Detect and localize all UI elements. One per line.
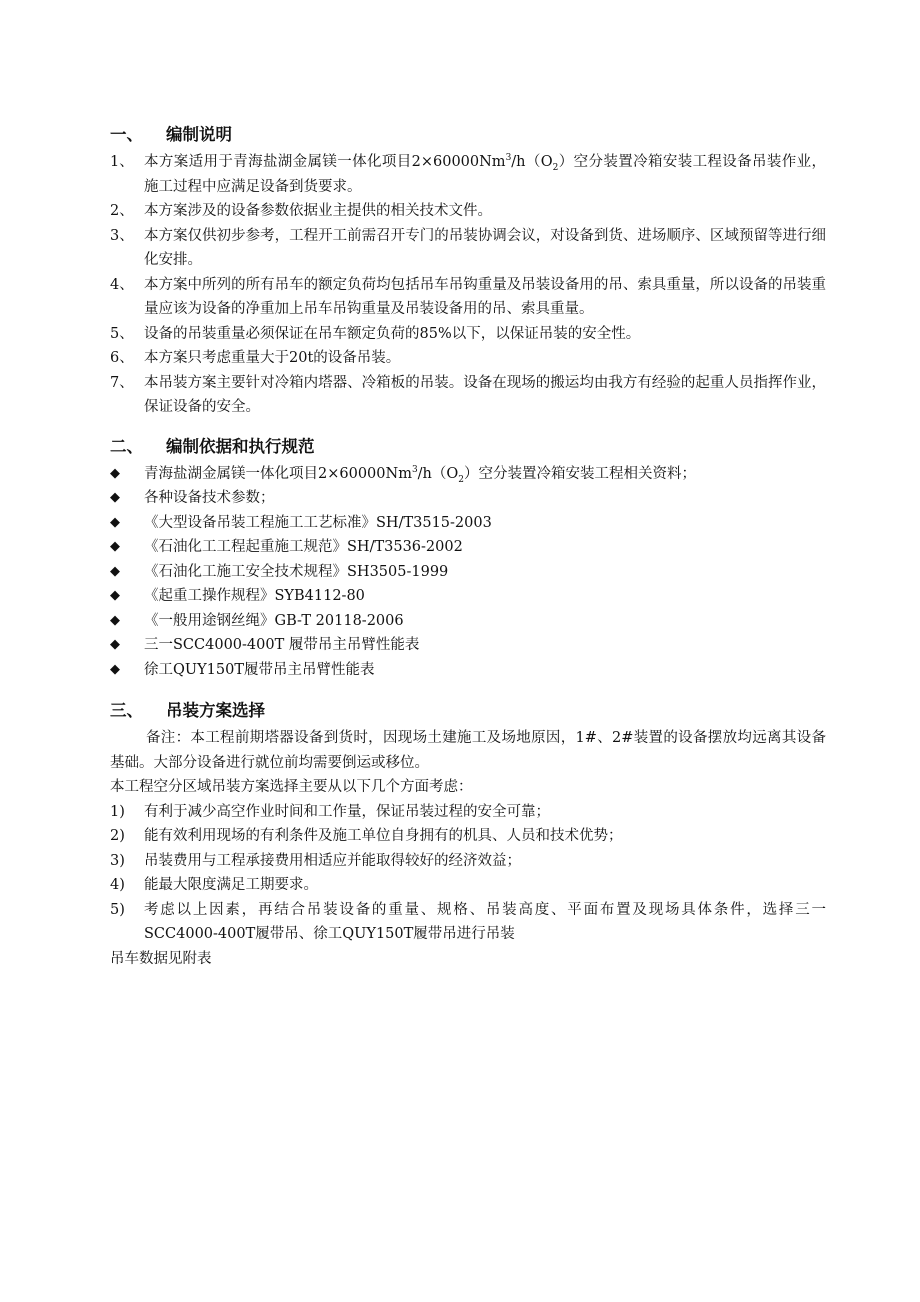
diamond-bullet-icon: ◆ (110, 588, 120, 603)
bullet-item: ◆ 三一SCC4000-400T 履带吊主吊臂性能表 (110, 633, 826, 658)
diamond-bullet-icon: ◆ (110, 514, 120, 530)
bullet-item: ◆ 徐工QUY150T履带吊主吊臂性能表 (110, 658, 826, 683)
diamond-bullet-icon: ◆ (110, 637, 120, 652)
list-item: 5) 考虑以上因素，再结合吊装设备的重量、规格、吊装高度、平面布置及现场具体条件，选择三一SCC4000-400T履带吊、徐工QUY150T履带吊进行吊装 (110, 901, 826, 942)
list-item: 3) 吊装费用与工程承接费用相适应并能取得较好的经济效益； (110, 852, 521, 869)
note-paragraph: 备注：本工程前期塔器设备到货时，因现场土建施工及场地原因，1#、2#装置的设备摆放均远离其设备基础。大部分设备进行就位前均需要倒运或移位。 (110, 730, 826, 771)
diamond-bullet-icon: ◆ (110, 490, 120, 505)
bullet-item: ◆ 《一般用途钢丝绳》GB-T 20118-2006 (110, 609, 826, 634)
diamond-bullet-icon: ◆ (110, 612, 120, 628)
section-number: 二、 (110, 436, 143, 456)
list-item: 7、 本吊装方案主要针对冷箱内塔器、冷箱板的吊装。设备在现场的搬运均由我方有经验的起重人员指挥作业，保证设备的安全。 (110, 374, 826, 415)
list-item: 5、 设备的吊装重量必须保证在吊车额定负荷的85%以下，以保证吊装的安全性。 (110, 325, 641, 342)
list-item: 1、 本方案适用于青海盐湖金属镁一体化项目$2\times 60000Nm^3/h(O_2)$空分装置冷箱安装工程设备吊装作业，施工过程中应满足设备到货要求。 (110, 153, 827, 195)
bullet-item: ◆ 各种设备技术参数； (110, 486, 826, 511)
intro-paragraph: 本工程空分区域吊装方案选择主要从以下几个方面考虑： (110, 779, 473, 795)
diamond-bullet-icon: ◆ (110, 661, 120, 677)
list-item: 4) 能最大限度满足工期要求。 (110, 877, 318, 893)
bullet-item: ◆ 《大型设备吊装工程施工工艺标准》SH/T3515-2003 (110, 511, 826, 536)
list-item: 4、 本方案中所列的所有吊车的额定负荷均包括吊车吊钩重量及吊装设备用的吊、索具重量，所以设备的吊装重量应该为设备的净重加上吊车吊钩重量及吊装设备用的吊、索具重量。 (110, 276, 826, 317)
bullet-item: ◆ 《石油化工工程起重施工规范》SH/T3536-2002 (110, 535, 826, 560)
diamond-bullet-icon: ◆ (110, 563, 120, 579)
section-title: 吊装方案选择 (166, 701, 265, 720)
bullet-item: ◆ 青海盐湖金属镁一体化项目$2\times 60000Nm^3/h(O_2)$空分装置冷箱安装工程相关资料； (110, 462, 826, 487)
bullet-item: ◆ 《石油化工施工安全技术规程》SH3505-1999 (110, 560, 826, 585)
section-number: 一、 (110, 125, 143, 144)
list-item: 3、 本方案仅供初步参考，工程开工前需召开专门的吊装协调会议，对设备到货、进场顺序、区域预留等进行细化安排。 (110, 227, 826, 268)
section-2-heading (110, 434, 826, 460)
list-item: 6、 本方案只考虑重量大于20t的设备吊装。 (110, 350, 401, 366)
diamond-bullet-icon: ◆ (110, 465, 120, 481)
section-3-heading (110, 698, 826, 724)
list-item: 1) 有利于减少高空作业时间和工作量，保证吊装过程的安全可靠； (110, 803, 550, 820)
bullet-item: ◆ 《起重工操作规程》SYB4112-80 (110, 584, 826, 609)
section-number: 三、 (110, 701, 143, 720)
list-item: 2) 能有效利用现场的有利条件及施工单位自身拥有的机具、人员和技术优势； (110, 828, 623, 844)
document-body (110, 122, 826, 971)
section-title: 编制依据和执行规范 (166, 436, 315, 456)
footer-paragraph: 吊车数据见附表 (110, 950, 212, 967)
section-title: 编制说明 (166, 125, 232, 144)
diamond-bullet-icon: ◆ (110, 539, 120, 554)
section-1-heading (110, 122, 826, 148)
list-item: 2、 本方案涉及的设备参数依据业主提供的相关技术文件。 (110, 203, 492, 219)
